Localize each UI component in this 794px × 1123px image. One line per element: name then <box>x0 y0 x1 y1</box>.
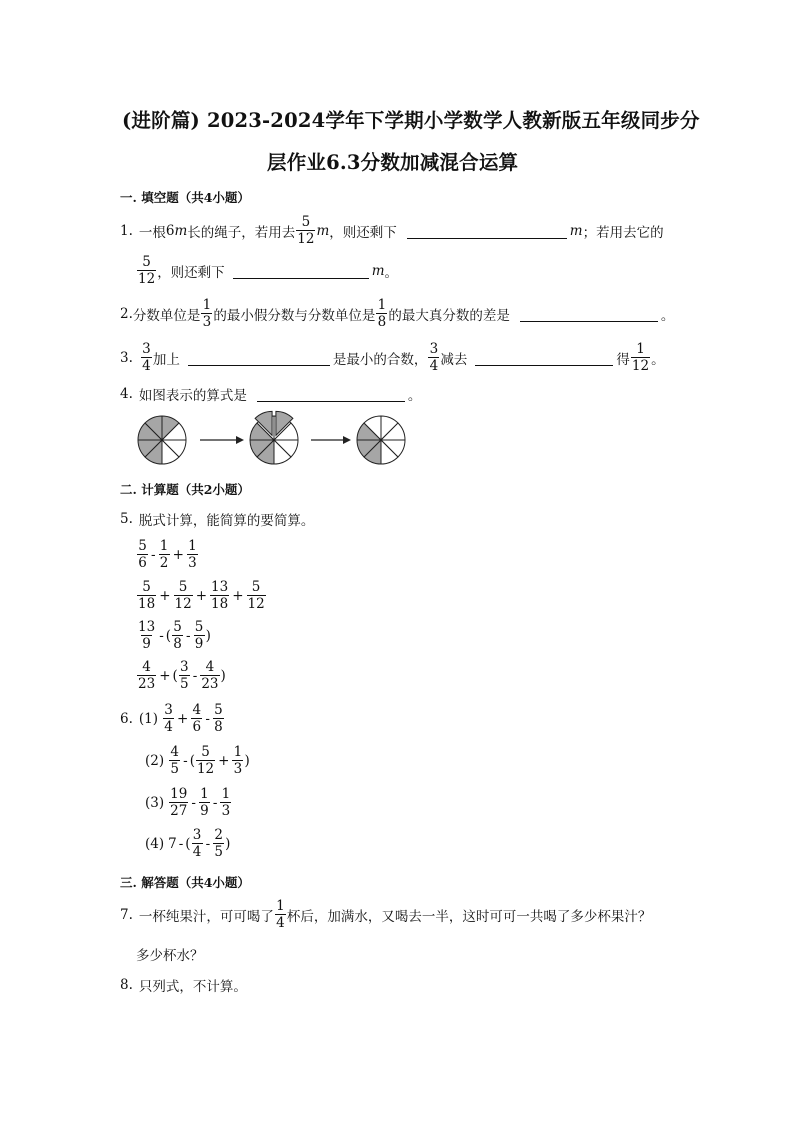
question-5: 5. 脱式计算，能简算的要简算。 <box>120 511 315 529</box>
fraction: $\frac{3}{4}$ <box>142 340 151 374</box>
question-number: 8. <box>120 977 133 993</box>
question-number: 7. <box>120 907 133 923</box>
question-number: 4. <box>120 386 133 402</box>
fraction: $\frac{1}{3}$ <box>202 296 212 330</box>
question-1-line-1: 1. 一根 6 m 长的绳子，若用去 $\frac{5}{12}$ m ，则还剩下 m ；若用去它的 <box>120 213 664 247</box>
page-title-line-1: (进阶篇) 2023-2024学年下学期小学数学人教新版五年级同步分 <box>122 109 700 132</box>
question-number: 2. <box>120 306 133 322</box>
question-number: 1. <box>120 223 133 239</box>
question-8: 8. 只列式，不计算。 <box>120 977 247 995</box>
question-2: 2. 分数单位是 $\frac{1}{3}$ 的最小假分数与分数单位是 $\frac{1}{8}$ 的最大真分数的差是 。 <box>120 296 675 330</box>
expression-5-1: $\frac{5}{6}$ - $\frac{1}{2}$ + $\frac{1}{3}$ <box>138 537 197 571</box>
question-7-line-2: 多少杯水？ <box>136 948 204 964</box>
fraction: $\frac{1}{12}$ <box>631 340 650 374</box>
expression-5-3: $\frac{13}{9}$ - ( $\frac{5}{8}$ - $\frac{5}{9}$ ) <box>138 618 211 652</box>
pie-circle-3 <box>357 416 405 464</box>
expression-5-4: $\frac{4}{23}$ + ( $\frac{3}{5}$ - $\frac{4}{23}$ ) <box>138 658 226 692</box>
question-number: 5. <box>120 511 133 527</box>
fraction: $\frac{5}{12}$ <box>297 213 315 247</box>
question-3: 3. $\frac{3}{4}$ 加上 是最小的合数， $\frac{3}{4}$ 减去 得 $\frac{1}{12}$ 。 <box>120 340 665 374</box>
fraction: $\frac{5}{12}$ <box>138 253 156 287</box>
pie-circle-2 <box>250 411 298 464</box>
question-6-part-1: 6. (1) $\frac{3}{4}$ + $\frac{4}{6}$ - $\frac{5}{8}$ <box>120 701 223 735</box>
arrow-2 <box>311 436 351 444</box>
page-title-line-2: 层作业6.3分数加减混合运算 <box>267 151 519 174</box>
question-6-part-3: (3) $\frac{19}{27}$ - $\frac{1}{9}$ - $\frac{1}{3}$ <box>145 785 231 819</box>
question-number: 6. <box>120 711 133 727</box>
fraction-circles-figure <box>0 0 794 500</box>
question-1-line-2: $\frac{5}{12}$ ，则还剩下 m 。 <box>138 253 398 287</box>
pie-circle-1 <box>138 416 186 464</box>
fraction: $\frac{1}{8}$ <box>377 296 387 330</box>
question-number: 3. <box>120 350 133 366</box>
question-4: 4. 如图表示的算式是 。 <box>120 386 422 404</box>
question-7-line-1: 7. 一杯纯果汁，可可喝了 $\frac{1}{4}$ 杯后，加满水，又喝去一半，这时可可一共喝了多少杯果汁？ <box>120 897 652 931</box>
section-heading-fill-in: 一. 填空题（共4小题） <box>120 190 250 205</box>
section-heading-calculation: 二. 计算题（共2小题） <box>120 482 250 497</box>
arrow-1 <box>200 436 244 444</box>
question-6-part-2: (2) $\frac{4}{5}$ - ( $\frac{5}{12}$ + $\frac{1}{3}$ ) <box>145 743 250 777</box>
fraction: $\frac{3}{4}$ <box>429 340 439 374</box>
expression-5-2: $\frac{5}{18}$ + $\frac{5}{12}$ + $\frac{13}{18}$ + $\frac{5}{12}$ <box>138 578 265 612</box>
question-6-part-4: (4) 7 - ( $\frac{3}{4}$ - $\frac{2}{5}$ ) <box>145 826 231 860</box>
section-heading-word-problems: 三. 解答题（共4小题） <box>120 875 250 890</box>
